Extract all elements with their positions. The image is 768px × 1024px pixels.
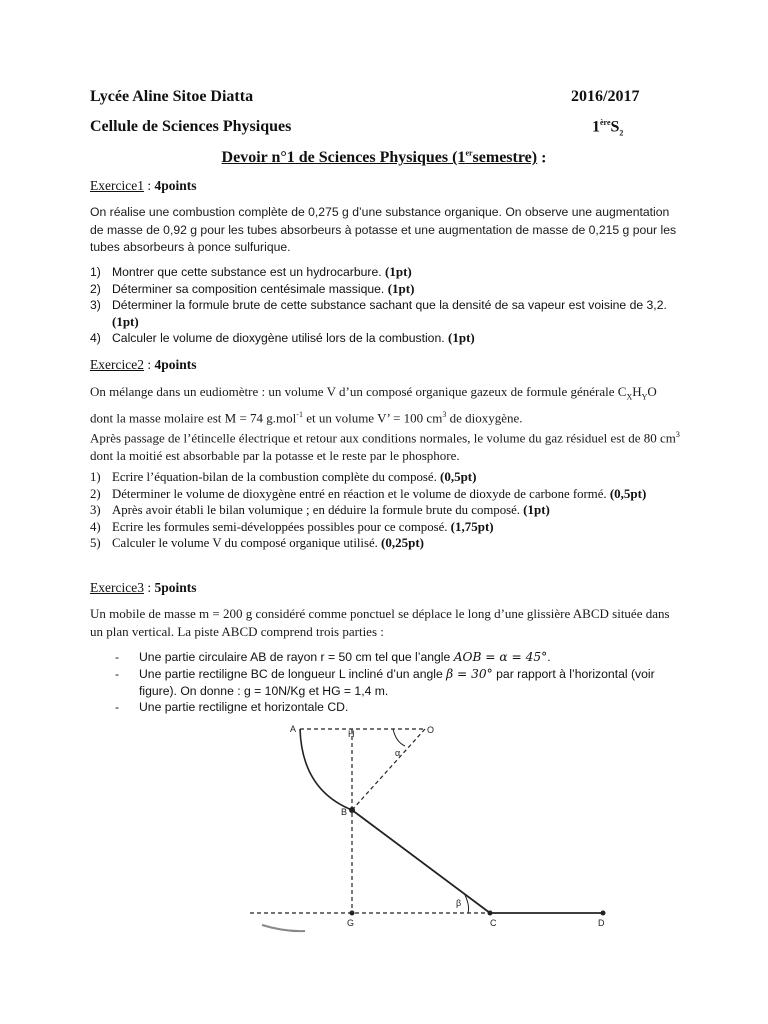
exercise-1-heading: Exercice1 : 4points (90, 178, 197, 193)
exercise-2-paragraph: Après passage de l’étincelle électrique et retour aux conditions normales, le volume du gaz résiduel est de 80 $cm^3$ dont la moitié est absorbable par la potasse et le reste par le phosphore. (90, 430, 680, 463)
question-item: 1) Montrer que cette substance est un hydrocarbure. (1pt) (90, 264, 412, 279)
label-o: O (427, 725, 435, 735)
label-alpha: α (395, 748, 401, 758)
point-d (601, 911, 606, 916)
exercise-3-intro: Un mobile de masse m = 200 g considéré comme ponctuel se déplace le long d’une glissière ABCD située dans un plan vertical. La piste ABCD comprend trois parties : (90, 606, 670, 639)
incline-bc (352, 810, 490, 913)
track-part-item: - Une partie circulaire AB de rayon r = 50 cm tel que l’angle AOB = α = 45°. (115, 650, 551, 664)
label-c: C (490, 918, 497, 928)
label-g: G (347, 918, 355, 928)
point-c (488, 911, 493, 916)
point-g (350, 911, 355, 916)
school-year: 2016/2017 (571, 88, 640, 105)
exercise-3-heading: Exercice3 : 5points (90, 580, 197, 595)
question-item: 2) Déterminer sa composition centésimale massique. (1pt) (90, 280, 415, 296)
exercise-2-heading: Exercice2 : 4points (90, 357, 197, 372)
label-b: B (341, 807, 348, 817)
question-item: 4) Ecrire les formules semi-développées possibles pour ce composé. (1,75pt) (90, 518, 494, 534)
smudge-mark (262, 925, 305, 931)
question-item: 2) Déterminer le volume de dioxygène entré en réaction et le volume de dioxyde de carbone formé. (0,5pt) (90, 485, 647, 501)
dashed-line-bo (352, 729, 425, 810)
label-d: D (598, 918, 605, 928)
exam-title: Devoir n°1 de Sciences Physiques (1ersemestre) : (221, 149, 547, 167)
exercise-2-intro: On mélange dans un eudiomètre : un volume V d’un composé organique gazeux de formule générale $C_XH_YO$ dont la masse molaire est M = 74 g.mol$^{-1}$ et un volume V’ = 100 $cm^3$ de dioxygène. (90, 384, 657, 426)
question-item: 3) Après avoir établi le bilan volumique ; en déduire la formule brute du composé. (1pt) (90, 502, 550, 518)
question-item: 1) Ecrire l’équation-bilan de la combustion complète du composé. (0,5pt) (90, 469, 477, 484)
school-name: Lycée Aline Sitoe Diatta (90, 88, 254, 105)
question-item: 5) Calculer le volume V du composé organique utilisé. (0,25pt) (90, 535, 425, 551)
track-part-item: - Une partie rectiligne BC de longueur L incliné d’un angle β = 30° par rapport à l’horizontal (voir figure). On donne : g = 10N/Kg et HG = 1,4 m. (115, 666, 655, 698)
label-a: A (290, 724, 297, 734)
point-b (349, 807, 355, 813)
track-part-item: - Une partie rectiligne et horizontale CD. (115, 700, 349, 715)
question-item: 4) Calculer le volume de dioxygène utilisé lors de la combustion. (1pt) (90, 330, 475, 346)
label-h: H (348, 729, 355, 739)
alpha-angle-arc (393, 729, 405, 746)
department-name: Cellule de Sciences Physiques (90, 118, 292, 135)
class-label: $1èreS_2$ (592, 118, 624, 138)
arc-ab (300, 729, 352, 810)
question-item: 3) Déterminer la formule brute de cette substance sachant que la densité de sa vapeur est voisine de 3,2. (1pt) (90, 298, 667, 329)
label-beta: β (456, 898, 462, 908)
exercise-1-intro: On réalise une combustion complète de 0,275 g d’une substance organique. On observe une augmentation de masse de 0,92 g pour les tubes absorbeurs à potasse et une augmentation de masse de 0,215 g pour les tubes absorbeurs à ponce sulfurique. (90, 205, 677, 254)
